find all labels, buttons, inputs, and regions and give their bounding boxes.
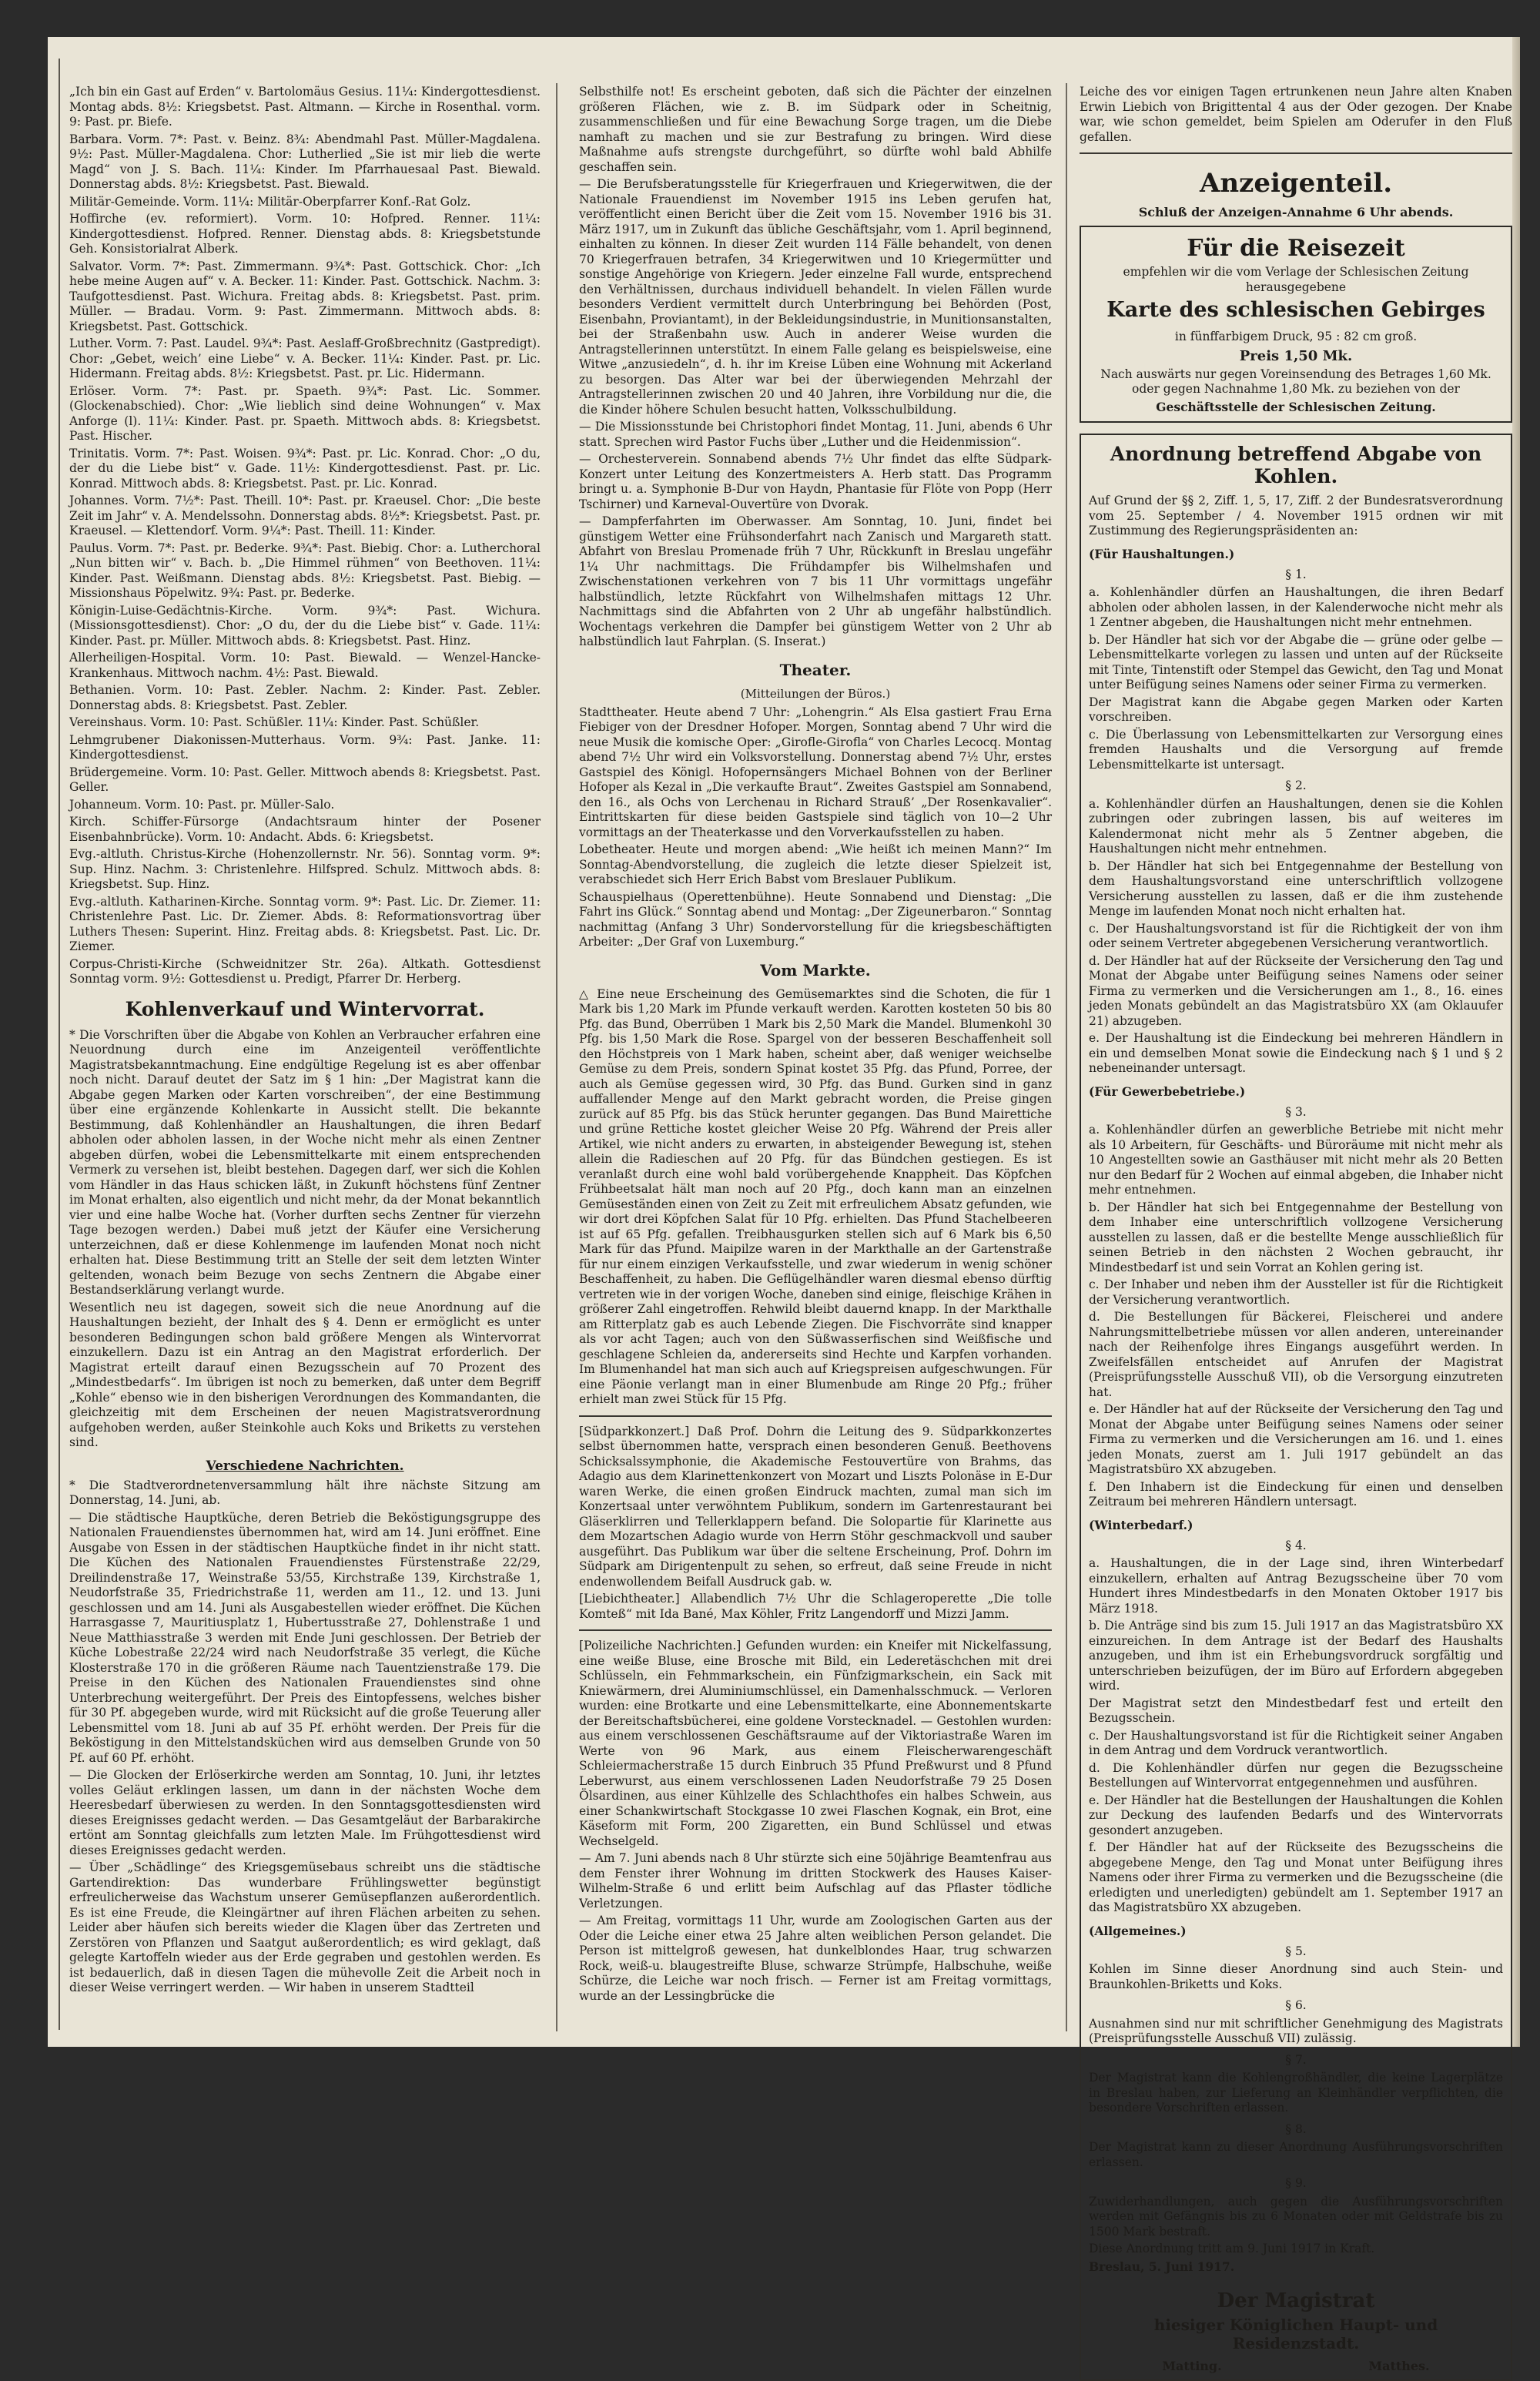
church-notice: Luther. Vorm. 7: Past. Laudel. 9¾*: Past. Aeslaff-Großbrechnitz (Gastpredigt). Chor: „Gebet, weich’ eine Liebe“ v. A. Becker. 11¼: Kinder. Past. pr. Lic. Hidermann. Freitag abds. 8½: Kriegsbetst. Past. pr. Lic. Hidermann. [69,337,541,380]
theater-notice: Lobetheater. Heute und morgen abend: „Wie heißt ich meinen Mann?“ Im Sonntag-Abendvorstellung, die zugleich die letzte dieser Spielzeit ist, verabschiedet sich Herr Erich Babst vom Breslauer Publikum. [579,842,1052,886]
church-notice: Militär-Gemeinde. Vorm. 11¼: Militär-Oberpfarrer Konf.-Rat Golz. [69,194,471,209]
church-notice: Erlöser. Vorm. 7*: Past. pr. Spaeth. 9¾*: Past. Lic. Sommer. (Glockenabschied). Chor: „Wie lieblich sind deine Wohnungen“ v. Max Anforge (l). 11¼: Kinder. Past. pr. Spaeth. Mittwoch abds. 8: Kriegsbetst. Past. Hischer. [69,383,541,443]
decree-clause: Ausnahmen sind nur mit schriftlicher Genehmigung des Magistrats (Preisprüfungsstelle Ausschuß VII) zulässig. [1089,2016,1503,2045]
decree-clause: c. Der Haushaltungsvorstand ist für die Richtigkeit der von ihm oder seinem Vertreter abgegebenen Versicherung verantwortlich. [1089,921,1503,950]
church-notice: Evg.-altluth. Christus-Kirche (Hohenzollernstr. Nr. 56). Sonntag vorm. 9*: Sup. Hinz. Nachm. 3: Christenlehre. Hilfspred. Schulz. Mittwoch abds. 8: Kriegsbetst. Sup. Hinz. [69,847,541,891]
decree-clause: Der Magistrat setzt den Mindestbedarf fest und erteilt den Bezugsschein. [1089,1696,1503,1725]
local-news [579,85,1052,650]
advert-text: empfehlen wir die vom Verlage der Schlesischen Zeitung herausgegebene [1123,265,1469,294]
theater-notice: Stadttheater. Heute abend 7 Uhr: „Lohengrin.“ Als Elsa gastiert Frau Erna Fiebiger von der Dresdner Hofoper. Morgen, Sonntag abend 7 Uhr wird die neue Musik die komische Oper: „Girofle-Girofla“ von Charles Lecocq. Montag abend 7½ Uhr wird ein Volksvorstellung. Donnerstag abend 7½ Uhr, erstes Gastspiel des Königl. Hofopernsängers Michael Bohnen von der Berliner Hofoper als Kezal in „Die verkaufte Braut“. Zweites Gastspiel am Sonnabend, den 16., als Ochs von Lerchenau in Richard Strauß’ „Der Rosenkavalier“. Eintrittskarten für diese beiden Gastspiele sind täglich von 10—2 Uhr vormittags an der Theaterkasse und den Vorverkaufsstellen zu haben. [579,705,1052,839]
market-paragraph: △ Eine neue Erscheinung des Gemüsemarktes sind die Schoten, die für 1 Mark bis 1,20 Mark im Pfunde verkauft werden. Karotten kosteten 50 bis 80 Pfg. das Bund, Oberrüben 1 Mark bis 2,50 Mark die Mandel. Blumenkohl 30 Pfg. bis 1,50 Mark die Rose. Spargel von der besseren Beschaffenheit soll den Höchstpreis von 1 Mark haben, scheint aber, daß weniger weichselbe Gemüse zu dem Preis, sondern Spinat kostet 35 Pfg. das Pfund, Porree, der auch als Gemüse gegessen wird, 30 Pfg. das Bund. Gurken sind in ganz auffallender Menge auf den Markt gebracht worden, die Preise gingen zurück auf 85 Pfg. bis das Stück herunter gegangen. Das Bund Mairettiche und grüne Rettiche kostet gleicher Weise 20 Pfg. Während der Preis aller Artikel, wie nicht anders zu erwarten, in absteigender Bewegung ist, stehen allein die Radieschen auf 20 Pfg. für das Bündchen gestiegen. Es ist veranlaßt durch eine wohl bald vorübergehende Knappheit. Das Köpfchen Frühbeetsalat hält man noch auf 20 Pfg., doch kann man an einzelnen Gemüseständen einen von Zeit zu Zeit mit erfreulichem Absatz gefunden, wie wir dort drei Köpfchen Salat für 10 Pfg. erhielten. Das Pfund Stachelbeeren ist auf 65 Pfg. gefallen. Treibhausgurken stellen sich auf 6 Mark bis 6,50 Mark für das Pfund. Maipilze waren in der Markthalle an der Gartenstraße für nur einem einzigen Verkaufsstelle, und zwar wiederum in wenig schöner Beschaffenheit, zu haben. Die Geflügelhändler waren diesmal ebenso dürftig vertreten wie in der vorigen Woche, daneben sind einige, fleischige Krähen in größerer Zahl eingetroffen. Rehwild bleibt dauernd knapp. In der Markthalle am Ritterplatz gab es auch Lebende Ziegen. Die Fischvorräte sind knapper als vor acht Tagen; auch von den Süßwasserfischen sind Weißfische und geschlagene Schleien da, andererseits sind Hechte und Karpfen vorhanden. Im Blumenhandel hat man sich auch auf Kriegspreisen aufgeschwungen. Für eine Päonie verlangt man in einer Blumenbude am Ringe 20 Pfg.; früher erhielt man zwei Stück für 15 Pfg. [579,986,1052,1406]
church-notice: Königin-Luise-Gedächtnis-Kirche. Vorm. 9¾*: Past. Wichura. (Missionsgottesdienst). Chor: „O du, der du die Liebe bist“ v. Gade. 11¼: Kinder. Past. pr. Müller. Mittwoch abds. 8: Kriegsbetst. Past. Hinz. [69,603,541,648]
concert-notices [579,1425,1052,1622]
decree-clause: a. Kohlenhändler dürfen an gewerbliche Betriebe mit nicht mehr als 10 Arbeitern, für Geschäfts- und Büroräume mit nicht mehr als 10 Angestellten sowie an Gasthäuser mit nicht mehr als 20 Betten nur den Bedarf für 2 Wochen auf einmal abgeben, die Inhaber nicht mehr entnehmen. [1089,1123,1503,1197]
column-rule [556,83,557,2031]
column-middle [579,85,1052,2025]
decree-section [1089,568,1503,1077]
decree-clause: c. Der Inhaber und neben ihm der Aussteller ist für die Richtigkeit der Versicherung verantwortlich. [1089,1278,1503,1307]
concert-notice: [Liebichtheater.] Allabendlich 7½ Uhr die Schlageroperette „Die tolle Komteß“ mit Ida Bané, Max Köhler, Fritz Langendorff und Mizzi Jamm. [579,1592,1052,1621]
decree-clause: b. Der Händler hat sich bei Entgegennahme der Bestellung von dem Inhaber eine unterschriftlich vollzogene Versicherung ausstellen zu lassen, daß er die bestellte Menge ausschließlich für seinen Betrieb in den nächsten 2 Wochen gebraucht, ihr Mindestbedarf ist und sein Vorrat an Kohlen gering ist. [1089,1200,1503,1274]
church-notice: Barbara. Vorm. 7*: Past. v. Beinz. 8¾: Abendmahl Past. Müller-Magdalena. 9½: Past. Müller-Magdalena. Chor: Lutherlied „Sie ist mir lieb die werte Magd“ von J. S. Bach. 11¼: Kinder. Im Pfarrhauesaal Past. Biewald. Donnerstag abds. 8½: Kriegsbetst. Past. Biewald. [69,132,541,191]
decree [1080,434,1512,2381]
decree-section-label: (Für Haushaltungen.) [1089,546,1235,561]
news-item: — Orchesterverein. Sonnabend abends 7½ Uhr findet das elfte Südpark-Konzert unter Leitung des Konzertmeisters A. Herb statt. Das Programm bringt u. a. Symphonie B-Dur von Haydn, Phantasie für Flöte von Popp (Herr Tschirner) und Karneval-Ouvertüre von Dvorak. [579,452,1052,511]
advert-deadline: Schluß der Anzeigen-Annahme 6 Uhr abends. [1138,205,1454,219]
theater-heading: Theater. [779,660,852,679]
decree-section-label: (Für Gewerbebetriebe.) [1089,1083,1246,1099]
drowning-notice: Leiche des vor einigen Tagen ertrunkenen neun Jahre alten Knaben Erwin Liebich von Brigittental 4 aus der Oder gezogen. Der Knabe war, wie schon gemeldet, beim Spielen am Oderufer in den Fluß gefallen. [1080,85,1512,144]
decree-clause: Kohlen im Sinne dieser Anordnung sind auch Stein- und Braunkohlen-Briketts und Koks. [1089,1962,1503,1991]
paragraph-number: § 7. [1285,2052,1307,2067]
decree-clause: c. Die Überlassung von Lebensmittelkarten zur Versorgung eines fremden Haushalts und die Versorgung auf fremde Lebensmittelkarte ist untersagt. [1089,727,1503,772]
column-rule [1066,83,1067,2031]
theater-notices [579,705,1052,950]
decree-intro: Auf Grund der §§ 2, Ziff. 1, 5, 17, Ziff. 2 der Bundesratsverordnung vom 25. September / 4. November 1915 ordnen wir mit Zustimmung des Regierungspräsidenten an: [1089,494,1503,537]
signature-city: hiesiger Königlichen Haupt- und Residenzstadt. [1153,2316,1438,2353]
divider [579,1415,1052,1417]
news-heading: Verschiedene Nachrichten. [206,1458,404,1474]
decree-clause: f. Der Händler hat auf der Rückseite des Bezugsscheins die abgegebene Menge, den Tag und Monat unter Beifügung ihres Namens oder ihrer Firma zu vermerken und die Bezugsscheine (die erledigten und unerledigten) gebündelt am 1. September 1917 an das Magistratsbüro XX abzugeben. [1089,1840,1503,1914]
decree-clause: b. Der Händler hat sich bei Entgegennahme der Bestellung von dem Haushaltungsvorstand eine unterschriftlich vollzogene Versicherung ausstellen zu lassen, daß er die ihm zustehende Menge im laufenden Monat noch nicht erhalten hat. [1089,859,1503,918]
news-item: — Die Berufsberatungsstelle für Kriegerfrauen und Kriegerwitwen, die der Nationale Frauendienst im November 1915 ins Leben gerufen hat, veröffentlicht einen Bericht über die Zeit vom 15. November 1916 bis 31. März 1917, um in Zukunft das übliche Geschäftsjahr, vom 1. April beginnend, einhalten zu können. In dieser Zeit wurden 114 Fälle behandelt, von denen 70 Kriegerfrauen betrafen, 34 Kriegerwitwen und 10 Kriegermütter und sonstige Angehörige von Kriegern. Jeder einzelne Fall wurde, entsprechend den Verhältnissen, durchaus individuell behandelt. In vielen Fällen wurde besonders Verdient vermittelt durch Unterbringung bei Behörden (Post, Eisenbahn, Proviantamt), in der Bekleidungsindustrie, in Munitionsanstalten, bei der Straßenbahn usw. Auch in anderer Weise wurden die Antragstellerinnen unterstützt. In einem Falle gelang es beispielsweise, eine Witwe „anzusiedeln“, d. h. ihr im Kreise Lüben eine Wohnung mit Ackerland zu besorgen. Das Alter war bei der überwiegenden Mehrzahl der Antragstellerinnen zwischen 20 und 40 Jahren, ihre Vorbildung nur die, die die Kinder höhere Schulen besucht hatten, Volksschulbildung. [579,177,1052,417]
church-notice: Allerheiligen-Hospital. Vorm. 10: Past. Biewald. — Wenzel-Hancke-Krankenhaus. Mittwoch nachm. 4½: Past. Biewald. [69,651,541,680]
market-report [579,987,1052,1408]
decree-section-label: (Allgemeines.) [1089,1923,1187,1938]
decree-clause: e. Der Haushaltung ist die Eindeckung bei mehreren Händlern in ein und demselben Monat sowie die Eindeckung nach § 1 und § 2 nebeneinander untersagt. [1089,1031,1503,1075]
decree-clause: e. Der Händler hat die Bestellungen der Haushaltungen die Kohlen zur Deckung des laufenden Bedarfs und des Wintervorrats gesondert anzugeben. [1089,1793,1503,1837]
decree-clause: b. Die Anträge sind bis zum 15. Juli 1917 an das Magistratsbüro XX einzureichen. In dem Antrage ist der Bedarf des Haushalts anzugeben, und ihm ist ein Erhebungsvordruck sorgfältig und unterschrieben beizufügen, der im Büro auf Erfordern abgegeben wird. [1089,1619,1503,1693]
article-heading: Kohlenverkauf und Wintervorrat. [125,997,485,1020]
church-notice: Salvator. Vorm. 7*: Past. Zimmermann. 9¾*: Past. Gottschick. Chor: „Ich hebe meine Augen auf“ v. A. Becker. 11: Kinder. Past. Gottschick. Nachm. 3: Taufgottesdienst. Past. Wichura. Freitag abds. 8: Kriegsbetst. Past. prim. Müller. — Bradau. Vorm. 9: Past. Zimmermann. Mittwoch abds. 8: Kriegsbetst. Past. Gottschick. [69,259,541,333]
paragraph-number: § 1. [1285,567,1307,581]
page-margin-line [59,59,60,2030]
church-notice: „Ich bin ein Gast auf Erden“ v. Bartolomäus Gesius. 11¼: Kindergottesdienst. Montag abds. 8½: Kriegsbetst. Past. Altmann. — Kirche in Rosenthal. vorm. 9: Past. pr. Biefe. [69,85,541,129]
advert-price: Preis 1,50 Mk. [1239,347,1353,364]
paragraph-number: § 5. [1285,1944,1307,1958]
decree-clause: a. Haushaltungen, die in der Lage sind, ihren Winterbedarf einzukellern, erhalten auf Antrag Bezugsscheine über 70 vom Hundert ihres Mindestbedarfs in den Monaten Oktober 1917 bis März 1918. [1089,1556,1503,1616]
column-left [69,85,541,2025]
news-item: — Die Missionsstunde bei Christophori findet Montag, 11. Juni, abends 6 Uhr statt. Sprechen wird Pastor Fuchs über „Luther und die Heidenmission“. [579,420,1052,449]
divider [1080,152,1512,154]
column-right [1080,85,1512,2373]
page-edge [1512,37,1520,2047]
newspaper-page [48,37,1520,2373]
advert-title: Für die Reisezeit [1187,235,1405,262]
decree-section-label: (Winterbedarf.) [1089,1517,1194,1532]
news-item: — Die städtische Hauptküche, deren Betrieb die Beköstigungsgruppe des Nationalen Frauendienstes übernommen hat, wird am 14. Juni eröffnet. Eine Ausgabe von Essen in der städtischen Hauptküche findet in ihr nicht statt. Die Küchen des Nationalen Frauendienstes Fürstenstraße 22/29, Dreilindenstraße 17, Weinstraße 53/55, Kirchstraße 139, Kirchstraße 1, Neudorfstraße 35, Friedrichstraße 11, werden am 11., 12. und 13. Juni geschlossen und am 14. Juni als Ausgabestellen wieder eröffnet. Die Küchen Harrasgasse 7, Mauritiusplatz 1, Hubertusstraße 27, Dohlenstraße 1 und Neue Matthiasstraße 3 werden mit Ende Juni geschlossen. Der Betrieb der Küche Lobestraße 22/24 wird nach Neudorfstraße 35 verlegt, die Küche Klosterstraße 170 in die größeren Räume nach Tauentzienstraße 179. Die Preise in den Küchen des Nationalen Frauendienstes sind ohne Unterbrechung weitergeführt. Der Preis des Eintopfessens, welches bisher für 30 Pf. abgegeben wurde, wird mit Rücksicht auf die große Teuerung aller Lebensmittel vom 18. Juni ab auf 35 Pf. erhöht werden. Der Preis für die Beköstigung in den Mittelstandsküchen wird aus demselben Grunde von 50 Pf. auf 60 Pf. erhöht. [69,1510,541,1765]
news-item: — Die Glocken der Erlöserkirche werden am Sonntag, 10. Juni, ihr letztes volles Geläut erklingen lassen, um dann in der nächsten Woche dem Heeresbedarf überwiesen zu werden. In den Sonntagsgottesdiensten wird dieses Ereignisses gedacht werden. — Das Gesamtgeläut der Barbarakirche ertönt am Sonntag gleichfalls zum letzten Male. Im Frühgottesdienst wird dieses Ereignisses gedacht werden. [69,1768,541,1857]
decree-clause: a. Kohlenhändler dürfen an Haushaltungen, die ihren Bedarf abholen oder abholen lassen, in der Kalenderwoche nicht mehr als 1 Zentner abgeben, die Haushaltungen nicht mehr entnehmen. [1089,585,1503,629]
church-notice: Lehmgrubener Diakonissen-Mutterhaus. Vorm. 9¾: Past. Janke. 11: Kindergottesdienst. [69,732,541,762]
church-notice: Vereinshaus. Vorm. 10: Past. Schüßler. 11¼: Kinder. Past. Schüßler. [69,715,480,729]
market-heading: Vom Markte. [760,960,871,980]
decree-section [1089,1944,1503,2257]
church-notice: Trinitatis. Vorm. 7*: Past. Woisen. 9¾*: Past. pr. Lic. Konrad. Chor: „O du, der du die Liebe bist“ v. Gade. 11½: Kindergottesdienst. Past. pr. Lic. Konrad. Mittwoch abds. 8: Kriegsbetst. Past. pr. Lic. Konrad. [69,446,541,491]
church-notice: Hoffirche (ev. reformiert). Vorm. 10: Hofpred. Renner. 11¼: Kindergottesdienst. Hofpred. Renner. Dienstag abds. 8: Kriegsbetstunde Geh. Konsistorialrat Alberk. [69,212,541,256]
church-notice: Paulus. Vorm. 7*: Past. pr. Bederke. 9¾*: Past. Biebig. Chor: a. Lutherchoral „Nun bitten wir“ v. Bach. b. „Die Himmel rühmen“ von Beethoven. 11¼: Kinder. Past. Weißmann. Dienstag abds. 8½: Kriegsbetst. Past. Biebig. — Missionshaus Pöpelwitz. 9¾: Past. pr. Bederke. [69,541,541,600]
concert-notice: [Südparkkonzert.] Daß Prof. Dohrn die Leitung des 9. Südparkkonzertes selbst übernommen hatte, versprach einen besonderen Genuß. Beethovens Schicksalssymphonie, die Akademische Festouvertüre von Brahms, das Adagio aus dem Klarinettenkonzert von Mozart und Liszts Polonäse in E-Dur waren Werke, die einen großen Eindruck machten, zumal man sich im Konzertsaal unter verwöhntem Publikum, sondern im Gartenrestaurant bei Gläserklirren und Tellerklappern befand. Die Solopartie für Klarinette aus dem Mozartschen Adagio wurde von Herrn Stöhr geschmackvoll und sauber ausgeführt. Das Publikum war über die seltene Erscheinung, Prof. Dohrn im Südpark am Dirigentenpult zu sehen, so erfreut, daß seine Freude in nicht endenwollendem Beifall Ausdruck gab. w. [579,1424,1052,1589]
news-item: — Über „Schädlinge“ des Kriegsgemüsebaus schreibt uns die städtische Gartendirektion: Das wunderbare Frühlingswetter begünstigt erfreulicherweise das Wachstum unserer Gemüsepflanzen außerordentlich. Es ist eine Freude, die Kleingärtner auf ihren Flächen arbeiten zu sehen. Leider aber häufen sich bereits wieder die Klagen über das Zertreten und Zerstören von Pflanzen und Saatgut außerordentlich; es wird geklagt, daß gelegte Kartoffeln wieder aus der Erde gegraben und gestohlen werden. Es ist bedauerlich, daß in diesen Tagen die mühevolle Zeit die Arbeit noch in dieser Weise verringert werden. — Wir haben in unserem Stadtteil [69,1860,541,1994]
news-body [69,1478,541,1996]
police-notice: — Am 7. Juni abends nach 8 Uhr stürzte sich eine 50jährige Beamtenfrau aus dem Fenster ihrer Wohnung im dritten Stockwerk des Hauses Kaiser-Wilhelm-Straße 6 und erlitt beim Aufschlag auf das Pflaster tödliche Verletzungen. [579,1851,1052,1910]
paragraph-number: § 2. [1285,779,1307,792]
decree-date: Breslau, 5. Juni 1917. [1089,2259,1235,2274]
decree-clause: d. Die Bestellungen für Bäckerei, Fleischerei und andere Nahrungsmittelbetriebe müssen vor allen anderen, untereinander nach der Reihenfolge ihres Eingangs ausgeführt werden. In Zweifelsfällen entscheidet auf Anrufen der Magistrat (Preisprüfungsstelle Ausschuß VII), ob die Versorgung einzutreten hat. [1089,1310,1503,1399]
church-notice: Johanneum. Vorm. 10: Past. pr. Müller-Salo. [69,797,335,812]
decree-clause: Der Magistrat kann zu dieser Anordnung Ausführungsvorschriften erlassen. [1089,2140,1503,2169]
advert-section-title: Anzeigenteil. [1199,168,1393,199]
church-notice: Evg.-altluth. Katharinen-Kirche. Sonntag vorm. 9*: Past. Lic. Dr. Ziemer. 11: Christenlehre Past. Lic. Dr. Ziemer. Abds. 8: Reformationsvortrag über Luthers Thesen: Superint. Hinz. Freitag abds. 8: Kriegsbetst. Past. Lic. Dr. Ziemer. [69,894,541,953]
divider [579,1629,1052,1631]
decree-clause: c. Der Haushaltungsvorstand ist für die Richtigkeit seiner Angaben in dem Antrag und dem Vordruck verantwortlich. [1089,1728,1503,1757]
signature-authority: Der Magistrat [1217,2289,1375,2312]
signers [1089,2359,1503,2373]
paragraph-number: § 9. [1285,2176,1307,2190]
decree-clause: e. Der Händler hat auf der Rückseite der Versicherung den Tag und Monat der Abgabe unter Beifügung seines Namens oder seiner Firma zu vermerken und die Versicherungen am 16. und 1. eines jeden Monats, zuerst am 1. Juli 1917 gebündelt an das Magistratsbüro XX abzugeben. [1089,1402,1503,1476]
decree-clause: a. Kohlenhändler dürfen an Haushaltungen, denen sie die Kohlen zubringen oder zubringen lassen, bis auf weiteres im Kalendermonat nicht mehr als 5 Zentner abgeben, die Haushaltungen nicht mehr entnehmen. [1089,796,1503,856]
theater-subheading: (Mitteilungen der Büros.) [740,686,891,701]
advert-product: Karte des schlesischen Gebirges [1106,298,1485,322]
news-item: * Die Stadtverordnetenversammlung hält ihre nächste Sitzung am Donnerstag, 14. Juni, ab. [69,1478,541,1507]
article-paragraph: * Die Vorschriften über die Abgabe von Kohlen an Verbraucher erfahren eine Neuordnung durch eine im Anzeigenteil veröffentlichte Magistratsbekanntmachung. Eine endgültige Regelung ist es aber offenbar noch nicht. Darauf deutet der Satz im § 1 hin: „Der Magistrat kann die Abgabe gegen Marken oder Karten vorschreiben“, der eine Bestimmung über eine ergänzende Kohlenkarte in Aussicht stellt. Die bekannte Bestimmung, daß Kohlenhändler an Haushaltungen, die ihren Bedarf abholen oder abholen lassen, in der Woche nicht mehr als einen Zentner abgeben dürfen, wobei die Lebensmittelkarte mit einem entsprechenden Vermerk zu versehen ist, bleibt bestehen. Dagegen darf, wer sich die Kohlen vom Händler in das Haus schicken läßt, in Zukunft höchstens fünf Zentner im Monat erhalten, also eigentlich und nicht mehr, da der Monat bekanntlich vier und eine halbe Woche hat. (Vorher durften sechs Zentner für vierzehn Tage bezogen werden.) Dabei muß jetzt der Käufer eine Versicherung unterzeichnen, daß er diese Kohlenmenge im laufenden Monat noch nicht erhalten hat. Diese Bestimmung tritt an Stelle der seit dem letzten Winter geltenden, wonach beim Bezuge von sechs Zentnern die Abgabe einer Bestandserklärung verlangt wurde. [69,1027,541,1297]
advert-publisher: Geschäftsstelle der Schlesischen Zeitung. [1156,399,1436,414]
article-body [69,1028,541,1451]
church-notices [69,85,541,987]
decree-title: Anordnung betreffend Abgabe von Kohlen. [1110,443,1482,487]
advert-shipping: Nach auswärts nur gegen Voreinsendung des Betrages 1,60 Mk. oder gegen Nachnahme 1,80 Mk. zu beziehen von der [1100,367,1491,396]
paragraph-number: § 3. [1285,1104,1307,1119]
signer: Matthes. [1368,2359,1430,2373]
decree-clause: f. Den Inhabern ist die Eindeckung für einen und denselben Zeitraum bei mehreren Händlern untersagt. [1089,1479,1503,1509]
decree-clause: Zuwiderhandlungen, auch gegen die Ausführungsvorschriften werden mit Gefängnis bis zu 6 Monaten oder mit Geldstrafe bis zu 1500 Mark bestraft. [1089,2194,1503,2239]
church-notice: Johannes. Vorm. 7½*: Past. Theill. 10*: Past. pr. Kraeusel. Chor: „Die beste Zeit im Jahr“ v. A. Mendelssohn. Donnerstag abds. 8½*: Kriegsbetst. Past. pr. Kraeusel. — Klettendorf. Vorm. 9¼*: Past. Theill. 11: Kinder. [69,494,541,537]
news-item: Selbsthilfe not! Es erscheint geboten, daß sich die Pächter der einzelnen größeren Flächen, wie z. B. im Südpark oder in Scheitnig, zusammenschließen und für eine Bewachung Sorge tragen, um die Diebe namhaft zu machen und sie zur Bestrafung zu bringen. Wird diese Maßnahme aufs strengste durchgeführt, so dürfte wohl bald Abhilfe geschaffen sein. [579,85,1052,174]
paragraph-number: § 8. [1285,2121,1307,2136]
decree-clause: Der Magistrat kann die Abgabe gegen Marken oder Karten vorschreiben. [1089,695,1503,724]
paragraph-number: § 4. [1285,1538,1307,1552]
decree-clause: Diese Anordnung tritt am 9. Juni 1917 in Kraft. [1089,2242,1375,2255]
map-advert [1080,226,1512,423]
article-paragraph: Wesentlich neu ist dagegen, soweit sich die neue Anordnung auf die Haushaltungen bezieht, der Inhalt des § 4. Denn er ermöglicht es unter besonderen Bedingungen schon bald größere Mengen als Wintervorrat einzukellern. Dazu ist ein Antrag an den Magistrat erforderlich. Der Magistrat erteilt darauf einen Bezugsschein auf 70 Prozent des „Mindestbedarfs“. Im übrigen ist noch zu bemerken, daß unter dem Begriff „Kohle“ ebenso wie in den bisherigen Verordnungen des Kommandanten, die gleichzeitig mit dem Erscheinen der neuen Magistratsverordnung aufgehoben werden, außer Steinkohle auch Koks und Briketts zu verstehen sind. [69,1300,541,1449]
decree-clause: b. Der Händler hat sich vor der Abgabe die — grüne oder gelbe — Lebensmittelkarte vorlegen zu lassen und unten auf der Rückseite mit Tinte, Tintenstift oder Stempel das Gewicht, den Tag und Monat unter Beifügung seines Namens oder seiner Firma zu vermerken. [1089,632,1503,692]
theater-notice: Schauspielhaus (Operettenbühne). Heute Sonnabend und Dienstag: „Die Fahrt ins Glück.“ Sonntag abend und Montag: „Der Zigeunerbaron.“ Sonntag nachmittag (Anfang 3 Uhr) Sondervorstellung für die kriegsbeschäftigten Arbeiter: „Der Graf von Luxemburg.“ [579,889,1052,949]
paragraph-number: § 6. [1285,1998,1307,2012]
decree-clause: d. Die Kohlenhändler dürfen nur gegen die Bezugsscheine Bestellungen auf Wintervorrat entgegennehmen und ausführen. [1089,1760,1503,1790]
church-notice: Bethanien. Vorm. 10: Past. Zebler. Nachm. 2: Kinder. Past. Zebler. Donnerstag abds. 8: Kriegsbetst. Past. Zebler. [69,683,541,712]
police-notices [579,1639,1052,2004]
police-notice: [Polizeiliche Nachrichten.] Gefunden wurden: ein Kneifer mit Nickelfassung, eine weiße Bluse, eine Brosche mit Bild, ein Lederetäschchen mit drei Schlüsseln, ein Fehmmarkschein, ein Fünfzigmarkschein, ein Sack mit Kniewärmern, drei Aluminiumschlüssel, ein Damenhalsschmuck. — Verloren wurden: eine Brotkarte und eine Lebensmittelkarte, eine Abonnementskarte der Bereitschaftsbücherei, eine goldene Vorstecknadel. — Gestohlen wurden: aus einem verschlossenen Geschäftsraume auf der Viktoriastraße Waren im Werte von 96 Mark, aus einem Fleischerwarengeschäft Schleiermacherstraße 15 durch Einbruch 35 Pfund Preßwurst und 8 Pfund Leberwurst, aus einem verschlossenen Laden Neudorfstraße 79 25 Dosen Ölsardinen, aus einer Kühlzelle des Schlachthofes ein halbes Schwein, aus einer Schankwirtschaft Stockgasse 10 zwei Flaschen Kognak, ein Brot, eine Käseform mit Form, 200 Zigaretten, ein Bund Schlüssel und etwas Wechselgeld. [579,1639,1052,1848]
church-notice: Brüdergemeine. Vorm. 10: Past. Geller. Mittwoch abends 8: Kriegsbetst. Past. Geller. [69,765,541,794]
church-notice: Kirch. Schiffer-Fürsorge (Andachtsraum hinter der Posener Eisenbahnbrücke). Vorm. 10: Andacht. Abds. 6: Kriegsbetst. [69,815,541,844]
decree-section [1089,1539,1503,1916]
advert-format: in fünffarbigem Druck, 95 : 82 cm groß. [1174,330,1418,343]
decree-section [1089,1105,1503,1510]
church-notice: Corpus-Christi-Kirche (Schweidnitzer Str. 26a). Altkath. Gottesdienst Sonntag vorm. 9½: Gottesdienst u. Predigt, Pfarrer Dr. Herberg. [69,956,541,986]
signer: Matting. [1162,2359,1222,2373]
decree-clause: Der Magistrat kann die Kohlengroßhändler, die keine Lagerplätze in Breslau haben, zur Lieferung an Kleinhändler verpflichten, die besondere Vorschriften erlassen. [1089,2071,1503,2115]
decree-clause: d. Der Händler hat auf der Rückseite der Versicherung den Tag und Monat der Abgabe unter Beifügung seines Namens oder seiner Firma zu vermerken und die Versicherungen am 1., 8., 16. eines jeden Monats gebündelt an das Magistratsbüro XX (am Oklauufer 21) abzugeben. [1089,953,1503,1028]
police-notice: — Am Freitag, vormittags 11 Uhr, wurde am Zoologischen Garten aus der Oder die Leiche einer etwa 25 Jahre alten weiblichen Person gelandet. Die Person ist mittelgroß gewesen, hat dunkelblondes Haar, trug schwarzen Rock, weiß-u. blaugestreifte Bluse, schwarze Strümpfe, Halbschuhe, weiße Schürze, die Leiche war noch frisch. — Ferner ist am Freitag vormittags, wurde an der Lessingbrücke die [579,1914,1052,2003]
news-item: — Dampferfahrten im Oberwasser. Am Sonntag, 10. Juni, findet bei günstigem Wetter eine Frühsonderfahrt nach Zanisch und Margareth statt. Abfahrt von Breslau Promenade früh 7 Uhr, Rückkunft in Breslau ungefähr 1¼ Uhr nachmittags. Die Frühdampfer bis Wilhelmshafen und Zwischenstationen verkehren von 7 bis 11 Uhr vormittags ungefähr halbstündlich, letzte Rückfahrt von Wilhelmshafen mittags 12 Uhr. Nachmittags sind die Abfahrten von 2 Uhr ab ungefähr halbstündlich. Wochentags verkehren die Dampfer bei günstigem Wetter von 2 Uhr ab halbstündlich laut Fahrplan. (S. Inserat.) [579,514,1052,648]
